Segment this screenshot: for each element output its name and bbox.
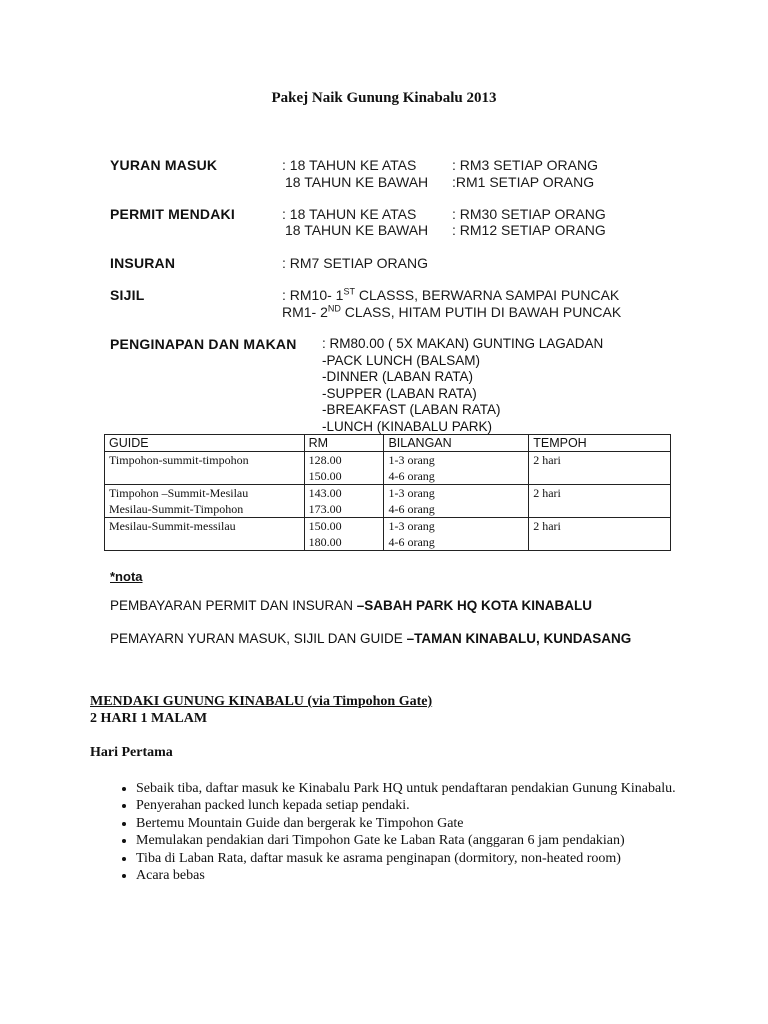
permit-price-child: : RM12 SETIAP ORANG — [452, 222, 606, 238]
group-size: 1-3 orang — [388, 519, 435, 533]
route-cell — [105, 485, 305, 518]
lodging-item: -SUPPER (LABAN RATA) — [322, 385, 477, 401]
entry-fee-age-adult: : 18 TAHUN KE ATAS — [282, 157, 417, 173]
certificate-second-class: RM1- 2ND CLASS, HITAM PUTIH DI BAWAH PUNCAK — [282, 303, 622, 320]
itinerary-steps — [112, 780, 696, 884]
day-title: Hari Pertama — [90, 745, 173, 760]
route-name: Mesilau-Summit-messilau — [109, 519, 236, 533]
page-title: Pakej Naik Gunung Kinabalu 2013 — [271, 90, 497, 106]
entry-fee-label: YURAN MASUK — [110, 157, 218, 173]
table-row — [105, 518, 671, 551]
lodging-item: -LUNCH (KINABALU PARK) — [322, 418, 493, 434]
header-guide: GUIDE — [105, 435, 305, 452]
price-cell — [304, 518, 384, 551]
price-value: 150.00 — [308, 469, 342, 483]
price-value: 150.00 — [308, 519, 342, 533]
list-item: • Tiba di Laban Rata, daftar masuk ke asrama penginapan (dormitory, non-heated room) — [136, 850, 696, 867]
lodging-list — [322, 336, 603, 435]
permit-age-adult: : 18 TAHUN KE ATAS — [282, 206, 417, 222]
header-bilangan: BILANGAN — [384, 435, 529, 452]
payment-note-entry: PEMAYARN YURAN MASUK, SIJIL DAN GUIDE –TAMAN KINABALU, KUNDASANG — [110, 631, 632, 646]
header-rm: RM — [304, 435, 384, 452]
lodging-item: -DINNER (LABAN RATA) — [322, 369, 474, 384]
route-name: Timpohon –Summit-Mesilau — [109, 486, 249, 500]
table-header-row — [105, 435, 671, 452]
duration-cell: 2 hari — [529, 485, 671, 518]
certificate-first-class: : RM10- 1ST CLASSS, BERWARNA SAMPAI PUNCAK — [282, 286, 620, 303]
table-row — [105, 452, 671, 485]
group-cell — [384, 452, 529, 485]
group-size: 4-6 orang — [388, 502, 435, 516]
lodging-item: -PACK LUNCH (BALSAM) — [322, 352, 481, 368]
group-size: 4-6 orang — [388, 469, 435, 483]
header-tempoh: TEMPOH — [529, 435, 671, 452]
insurance-value: : RM7 SETIAP ORANG — [282, 255, 428, 271]
group-cell — [384, 518, 529, 551]
itinerary-heading: MENDAKI GUNUNG KINABALU (via Timpohon Gate) — [90, 694, 433, 709]
price-value: 173.00 — [308, 502, 342, 516]
price-cell — [304, 452, 384, 485]
table-row — [105, 485, 671, 518]
group-size: 1-3 orang — [388, 486, 435, 500]
permit-label: PERMIT MENDAKI — [110, 206, 235, 222]
lodging-item: : RM80.00 ( 5X MAKAN) GUNTING LAGADAN — [322, 336, 604, 351]
route-name: Mesilau-Summit-Timpohon — [109, 502, 244, 516]
list-item: • Bertemu Mountain Guide dan bergerak ke Timpohon Gate — [136, 815, 696, 832]
payment-note-permit: PEMBAYARAN PERMIT DAN INSURAN –SABAH PARK HQ KOTA KINABALU — [110, 598, 593, 613]
price-value: 143.00 — [308, 486, 342, 500]
notes-label: *nota — [110, 569, 143, 584]
duration-cell: 2 hari — [529, 452, 671, 485]
guide-price-table — [104, 434, 671, 551]
group-size: 1-3 orang — [388, 453, 435, 467]
list-item: • Acara bebas — [136, 867, 696, 884]
group-size: 4-6 orang — [388, 535, 435, 549]
list-item: • Sebaik tiba, daftar masuk ke Kinabalu Park HQ untuk pendaftaran pendakian Gunung Kinabalu. — [136, 780, 696, 797]
lodging-label: PENGINAPAN DAN MAKAN — [110, 336, 297, 352]
duration-cell: 2 hari — [529, 518, 671, 551]
lodging-item: -BREAKFAST (LABAN RATA) — [322, 402, 501, 417]
certificate-label: SIJIL — [110, 287, 145, 303]
route-name: Timpohon-summit-timpohon — [109, 453, 249, 467]
price-cell — [304, 485, 384, 518]
list-item: • Memulakan pendakian dari Timpohon Gate ke Laban Rata (anggaran 6 jam pendakian) — [136, 832, 696, 849]
permit-age-child: 18 TAHUN KE BAWAH — [285, 222, 429, 238]
insurance-label: INSURAN — [110, 255, 176, 271]
itinerary-subheading: 2 HARI 1 MALAM — [90, 711, 208, 726]
price-value: 180.00 — [308, 535, 342, 549]
route-cell — [105, 452, 305, 485]
entry-fee-price-child: :RM1 SETIAP ORANG — [452, 174, 595, 190]
list-item: • Penyerahan packed lunch kepada setiap pendaki. — [136, 797, 696, 814]
price-value: 128.00 — [308, 453, 342, 467]
group-cell — [384, 485, 529, 518]
route-cell — [105, 518, 305, 551]
permit-price-adult: : RM30 SETIAP ORANG — [452, 206, 606, 222]
entry-fee-price-adult: : RM3 SETIAP ORANG — [452, 157, 598, 173]
entry-fee-age-child: 18 TAHUN KE BAWAH — [285, 174, 429, 190]
